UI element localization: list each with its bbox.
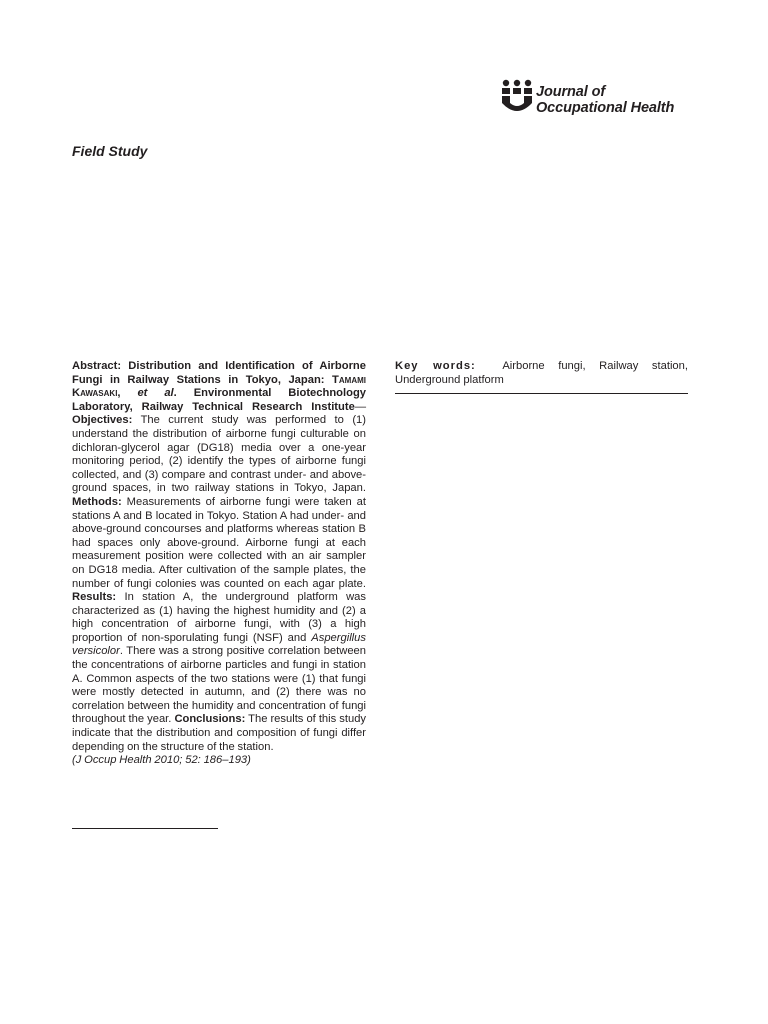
abstract: Abstract: Distribution and Identification of Airborne Fungi in Railway Stations in Tokyo, Japan: Tamami Kawasaki, et al. Environmental Biotechnology Laboratory, Railway Technical Research Institute—Objectives: The current study was performed to (1) understand the distribution of airborne fungi culturable on dichloran-glycerol agar (DG18) media over a one-year monitoring period, (2) identify the types of airborne fungi collected, and (3) compare and contrast under- and above-ground spaces, in two railway stations in Tokyo, Japan. Methods: Measurements of airborne fungi were taken at stations A and B located in Tokyo. Station A had under- and above-ground concourses and platforms whereas station B had spaces only above-ground. Airborne fungi at each measurement position were collected with an air sampler on DG18 media. After cultivation of the sample plates, the number of fungi colonies was counted on each agar plate. Results: In station A, the underground platform was characterized as (1) having the highest humidity and (2) a high concentration of airborne fungi, with (3) a high proportion of non-sporulating fungi (NSF) and Aspergillus versicolor. There was a strong positive correlation between the concentrations of airborne particles and fungi in station A. Common aspects of the two stations were (1) that fungi were mostly detected in autumn, and (2) there was no correlation between the humidity and concentration of fungi throughout the year. Conclusions: The results of this study indicate that the distribution and composition of fungi differ depending on the structure of the station. (J Occup Health 2010; 52: 186–193) (72, 360, 367, 767)
species-name: Aspergillus versicolor (72, 631, 366, 658)
objectives-label: Objectives: (72, 414, 133, 427)
results-label: Results: (72, 591, 117, 604)
citation: (J Occup Health 2010; 52: 186–193) (72, 754, 251, 767)
conclusions-label: Conclusions: (174, 713, 246, 726)
abstract-author: Tamami Kawasaki (72, 373, 366, 400)
results-text-2: . There was a strong positive correlation between the concentrations of airborne particles and fungi in station A. Common aspects of the two stations were (1) that fungi were mostly detected in autumn, and (2) there was no correlation between the humidity and concentration of fungi throughout the year. (72, 645, 366, 726)
abstract-dash: — (354, 400, 366, 413)
keywords-rule (395, 393, 688, 394)
conclusions-text: The results of this study indicate that the distribution and composition of fungi differ depending on the structure of the station. (72, 713, 367, 753)
methods-label: Methods: (72, 495, 122, 508)
abstract-affiliation: Environmental Biotechnology Laboratory, Railway Technical Research Institute (72, 387, 366, 413)
keywords-text: Airborne fungi, Railway station, Underground platform (395, 360, 688, 386)
journal-logo (500, 79, 740, 119)
results-text-1: In station A, the underground platform was characterized as (1) having the highest humidity and (2) a high concentration of airborne fungi, with (3) a high proportion of non-sporulating fungi (NSF) and (72, 591, 366, 644)
journal-name-line2: Occupational Health (536, 99, 675, 116)
methods-text: Measurements of airborne fungi were taken at stations A and B located in Tokyo. Station A had under- and above-ground concourses and platforms whereas station B had spaces only above-ground. Airborne fungi at each measurement position were collected with an air sampler on DG18 media. After cultivation of the sample plates, the number of fungi colonies was counted on each agar plate. (72, 495, 366, 590)
journal-name-line1: Journal of (536, 84, 606, 100)
keywords (395, 360, 688, 387)
journal-logo-icon (500, 79, 534, 113)
keywords-label: Key words: (395, 360, 476, 372)
footnote-rule (72, 828, 218, 829)
abstract-heading-prefix: Abstract: (72, 360, 129, 372)
journal-name (536, 85, 674, 116)
abstract-title: Distribution and Identification of Airborne Fungi in Railway Stations in Tokyo, Japan: (72, 360, 366, 386)
section-label: Field Study (72, 143, 148, 159)
abstract-et-al: et al (137, 387, 174, 400)
objectives-text: The current study was performed to (1) understand the distribution of airborne fungi culturable on dichloran-glycerol agar (DG18) media over a one-year monitoring period, (2) identify the types of airborne fungi collected, and (3) compare and contrast under- and above-ground spaces, in two railway stations in Tokyo, Japan. (72, 414, 366, 495)
